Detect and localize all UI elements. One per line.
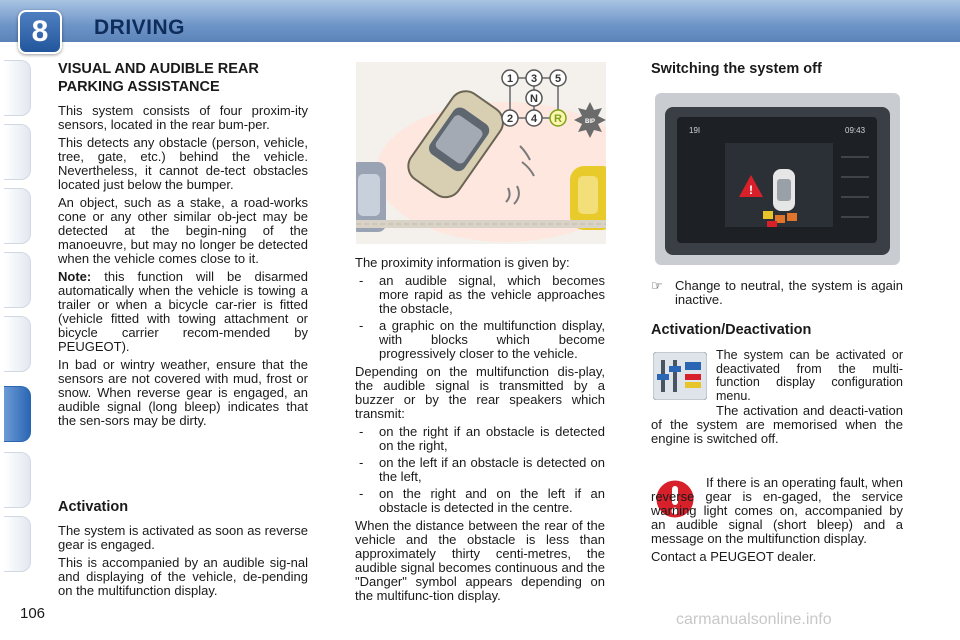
activation-text-1 xyxy=(716,349,903,407)
chapter-tab-4[interactable] xyxy=(4,252,31,308)
gear-label-1: 1 xyxy=(506,73,514,85)
speaker-list xyxy=(355,425,605,515)
parking-illustration xyxy=(356,62,606,244)
watermark: carmanualsonline.info xyxy=(676,611,832,628)
fault-block xyxy=(651,476,903,568)
weather-paragraph: In bad or wintry weather, ensure that the sensors are not covered with mud, frost or snow. When reverse gear is engaged, an audible signal (long bleep) indicates that the sen-sors may be dirty. xyxy=(58,357,308,428)
chapter-tab-3[interactable] xyxy=(4,188,31,244)
middle-column xyxy=(355,256,605,607)
gear-label-n: N xyxy=(530,93,538,105)
chapter-tab-5[interactable] xyxy=(4,316,31,372)
svg-text:09:43: 09:43 xyxy=(845,126,866,135)
proximity-list xyxy=(355,274,605,361)
note-paragraph xyxy=(58,270,308,354)
activation-paragraph-2: This is accompanied by an audible sig-nal and displaying of the vehicle, de-pending on the multifunction display. xyxy=(58,555,308,598)
chapter-number-badge: 8 xyxy=(18,10,62,54)
section-title-activation-deactivation: Activation/Deactivation xyxy=(651,322,812,338)
page-number: 106 xyxy=(20,605,46,622)
detection-paragraph: This detects any obstacle (person, vehicle, tree, gate, etc.) behind the vehicle. Nevertheless, it cannot de-tect obstacles located just below the bumper. xyxy=(58,135,308,192)
hand-pointer-icon: ☞ xyxy=(651,278,663,293)
gear-label-3: 3 xyxy=(530,73,538,85)
svg-text:19I: 19I xyxy=(689,126,701,135)
activation-deactivation-paragraph-2: The activation and deacti-vation of the system are memorised when the engine is switched off. xyxy=(651,403,903,446)
gear-label-4: 4 xyxy=(530,113,538,125)
chapter-tab-strip xyxy=(0,60,34,575)
section-title-parking-assistance: VISUAL AND AUDIBLE REAR PARKING ASSISTANCE xyxy=(58,61,259,95)
switch-off-block xyxy=(651,279,903,307)
intro-paragraph: This system consists of four proxim-ity sensors, located in the rear bum-per. xyxy=(58,103,308,132)
audible-signal-paragraph: Depending on the multifunction dis-play, the audible signal is transmitted by a buzzer or by the rear speakers which transmit: xyxy=(355,364,605,421)
switch-off-text: Change to neutral, the system is again inactive. xyxy=(675,278,903,307)
object-paragraph: An object, such as a stake, a road-works cone or any other similar ob-ject may be detected at the begin-ning of the manoeuvre, but may no longer be detected when the vehicle comes close to it. xyxy=(58,195,308,266)
chapter-tab-1[interactable] xyxy=(4,60,31,116)
gear-label-5: 5 xyxy=(554,73,562,85)
note-label: Note: xyxy=(58,269,92,284)
multifunction-display-illustration xyxy=(655,93,900,265)
left-column xyxy=(58,60,308,432)
activation-deactivation-block xyxy=(651,323,903,345)
chapter-title: DRIVING xyxy=(94,16,186,39)
contact-dealer-paragraph: Contact a PEUGEOT dealer. xyxy=(651,549,817,564)
activation-deactivation-paragraph-1: The system can be activated or deactivated from the multi-function display configuration menu. xyxy=(716,348,903,403)
chapter-tab-9[interactable] xyxy=(4,452,31,508)
proximity-intro: The proximity information is given by: xyxy=(355,255,570,270)
activation-paragraph-1: The system is activated as soon as reverse gear is engaged. xyxy=(58,523,308,552)
fault-paragraph: If there is an operating fault, when reverse gear is en-gaged, the service warning light comes on, accompanied by an audible signal (short bleep) and a message on the multifunction display. xyxy=(651,475,903,546)
car-top-view-icon xyxy=(773,169,795,211)
beep-label: BIP xyxy=(584,119,596,125)
svg-text:!: ! xyxy=(749,183,753,197)
list-item: - a graphic on the multifunction display, with blocks which become progressively closer to the vehicle. xyxy=(355,319,605,361)
gear-label-r: R xyxy=(554,113,562,125)
chapter-tab-8-active[interactable] xyxy=(4,386,31,442)
list-item: - an audible signal, which becomes more rapid as the vehicle approaches the obstacle, xyxy=(355,274,605,316)
switch-off-title-block xyxy=(651,62,903,76)
list-item: - on the right if an obstacle is detected on the right, xyxy=(355,425,605,453)
section-title-switching-off: Switching the system off xyxy=(651,61,822,77)
chapter-tab-2[interactable] xyxy=(4,124,31,180)
gear-label-2: 2 xyxy=(506,113,514,125)
list-item: - on the right and on the left if an obstacle is detected in the centre. xyxy=(355,487,605,515)
left-activation-block xyxy=(58,500,308,602)
chapter-tab-10[interactable] xyxy=(4,516,31,572)
configuration-menu-icon xyxy=(653,352,707,400)
activation-text-2 xyxy=(651,404,903,450)
danger-paragraph: When the distance between the rear of the vehicle and the obstacle is less than approximately thirty centi-metres, the audible signal becomes continuous and the "Danger" symbol appears depending on the multifunc-tion display. xyxy=(355,518,605,603)
section-title-activation: Activation xyxy=(58,499,129,515)
note-text: this function will be disarmed automatically when the vehicle is towing a trailer or when a bicycle car-rier is fitted (vehicle fitted with towing attachment or bicycle carrier recom-mended by PEUGEOT). xyxy=(58,269,308,354)
list-item: - on the left if an obstacle is detected on the left, xyxy=(355,456,605,484)
